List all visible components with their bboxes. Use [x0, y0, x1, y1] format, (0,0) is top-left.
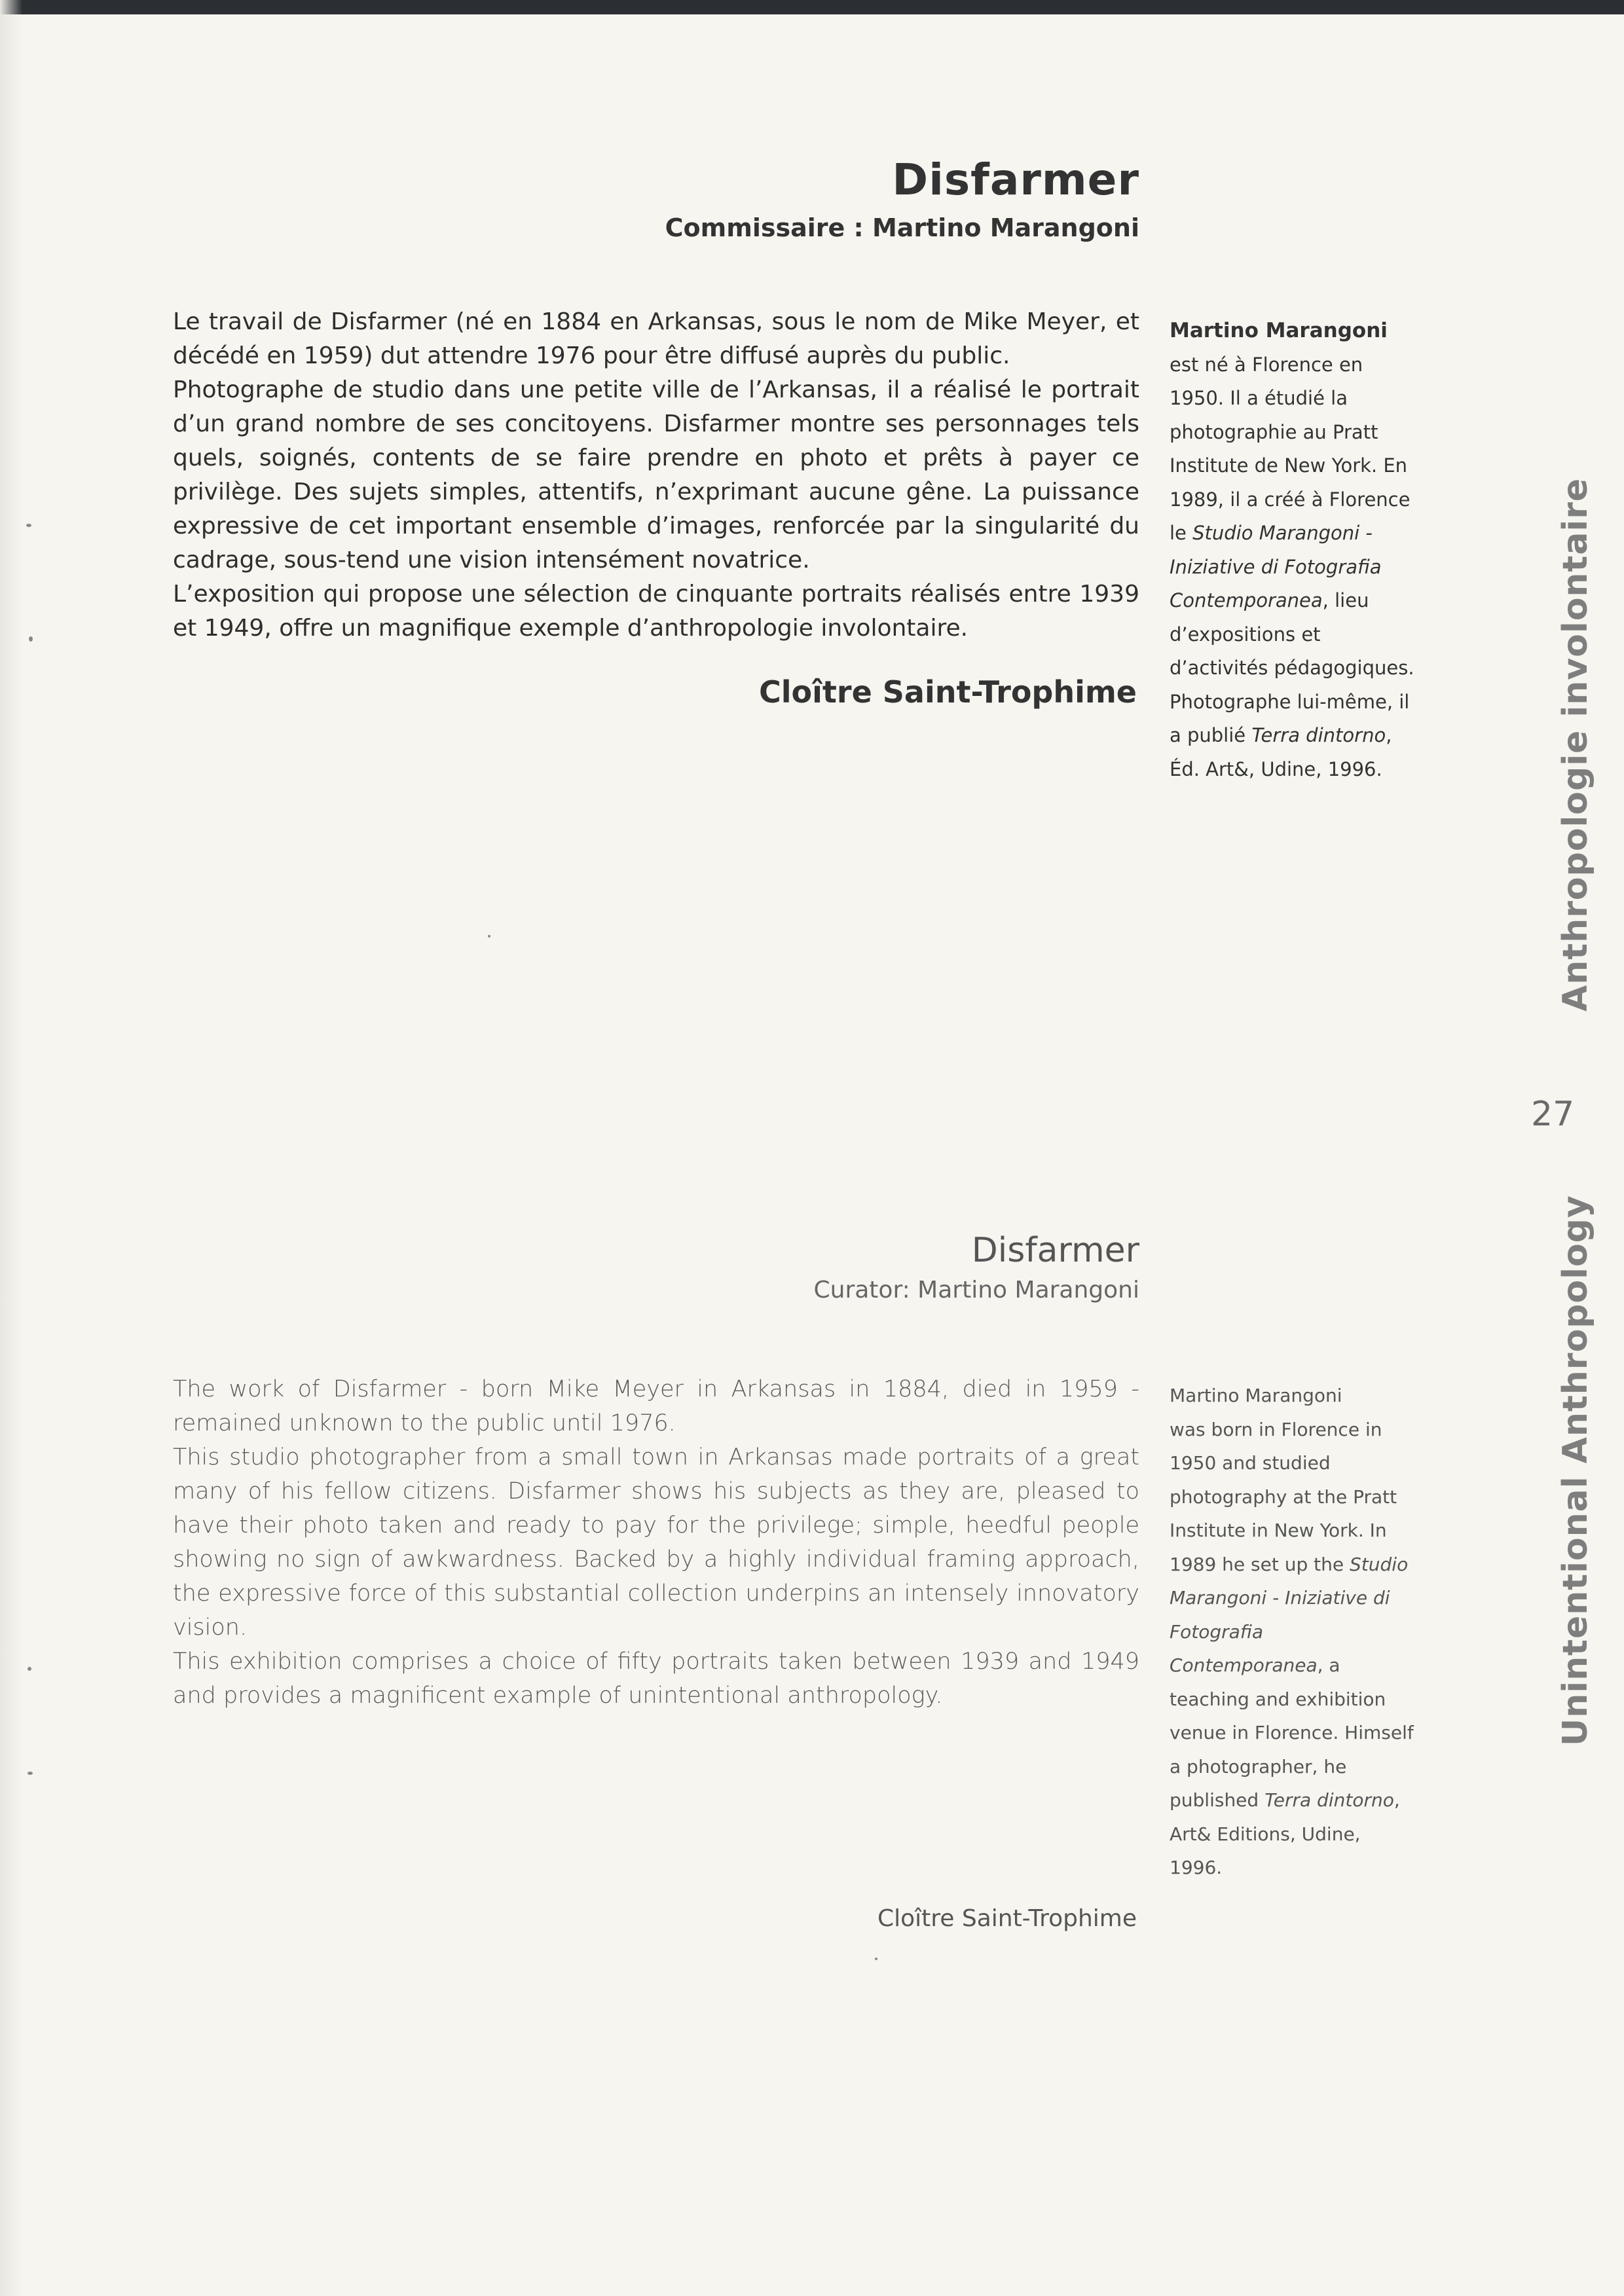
english-body — [173, 1372, 1139, 1713]
english-bio-text-3: , Art& Editions, Udine, 1996. — [1170, 1789, 1400, 1878]
english-paragraph-1: The work of Disfarmer - born Mike Meyer in Arkansas in 1884, died in 1959 - remained unknown to the public until 1976. — [173, 1376, 1139, 1436]
page-gutter-shadow — [0, 0, 22, 2296]
french-curator: Commissaire : Martino Marangoni — [665, 213, 1139, 242]
scan-top-edge — [0, 0, 1624, 14]
scan-speck — [28, 1772, 33, 1775]
french-bio-name: Martino Marangoni — [1170, 319, 1388, 342]
french-bio-text-2: , lieu d’expositions et d’activités pédagogiques. Photographe lui-même, il a publié — [1170, 589, 1414, 746]
scan-speck — [29, 636, 33, 642]
french-bio-book-title: Terra dintorno — [1251, 724, 1386, 746]
english-paragraph-2: This studio photographer from a small town in Arkansas made portraits of a great many of his fellow citizens. Disfarmer shows his subjects as they are, pleased to have their photo taken and ready to pay for the privilege; simple, heedful people showing no sign of awkwardness. Backed by a highly individual framing approach, the expressive force of this substantial collection underpins an intensely innovatory vision. — [173, 1444, 1139, 1641]
side-label-french: Anthropologie involontaire — [1556, 477, 1595, 1011]
scan-speck — [875, 1958, 877, 1960]
french-paragraph-3: L’exposition qui propose une sélection de cinquante portraits réalisés entre 1939 et 1949, offre un magnifique exemple d’anthropologie involontaire. — [173, 581, 1139, 642]
scan-speck — [26, 524, 31, 527]
french-curator-bio — [1170, 314, 1418, 786]
english-curator: Curator: Martino Marangoni — [813, 1277, 1139, 1303]
english-bio-book-title: Terra dintorno — [1264, 1789, 1394, 1811]
french-venue: Cloître Saint-Trophime — [759, 674, 1137, 710]
french-paragraph-2: Photographe de studio dans une petite ville de l’Arkansas, il a réalisé le portrait d’un grand nombre de ses concitoyens. Disfarmer montre ses personnages tels quels, soignés, contents de se faire prendre en photo et prêts à payer ce privilège. Des sujets simples, attentifs, n’exprimant aucune gêne. La puissance expressive de cet important ensemble d’images, renforcée par la singularité du cadrage, sous-tend une vision intensément novatrice. — [173, 376, 1139, 574]
english-paragraph-3: This exhibition comprises a choice of fifty portraits taken between 1939 and 1949 and provides a magnificent example of unintentional anthropology. — [173, 1649, 1139, 1709]
scan-speck — [488, 935, 490, 938]
english-bio-text-1: was born in Florence in 1950 and studied photography at the Pratt Institute in New York. In 1989 he set up the — [1170, 1418, 1397, 1575]
english-venue: Cloître Saint-Trophime — [877, 1905, 1137, 1932]
english-curator-bio — [1170, 1379, 1418, 1885]
side-label-english: Unintentional Anthropology — [1556, 1195, 1595, 1746]
english-bio-studio-name: Studio Marangoni - Iniziative di Fotografia Contemporanea — [1170, 1553, 1409, 1676]
english-bio-text-2: , a teaching and exhibition venue in Florence. Himself a photographer, he published — [1170, 1654, 1414, 1811]
scan-speck — [28, 1667, 31, 1671]
french-bio-studio-name: Studio Marangoni - Iniziative di Fotografia Contemporanea — [1170, 522, 1382, 611]
english-title: Disfarmer — [971, 1231, 1139, 1270]
french-body — [173, 305, 1139, 646]
french-title: Disfarmer — [892, 155, 1139, 205]
french-bio-text-1: est né à Florence en 1950. Il a étudié la photographie au Pratt Institute de New York. En 1989, il a créé à Florence le — [1170, 353, 1411, 544]
french-bio-text-3: , Éd. Art&, Udine, 1996. — [1170, 724, 1392, 780]
page-number: 27 — [1531, 1095, 1575, 1134]
english-bio-name: Martino Marangoni — [1170, 1385, 1342, 1406]
french-paragraph-1: Le travail de Disfarmer (né en 1884 en Arkansas, sous le nom de Mike Meyer, et décédé en 1959) dut attendre 1976 pour être diffusé auprès du public. — [173, 308, 1139, 369]
